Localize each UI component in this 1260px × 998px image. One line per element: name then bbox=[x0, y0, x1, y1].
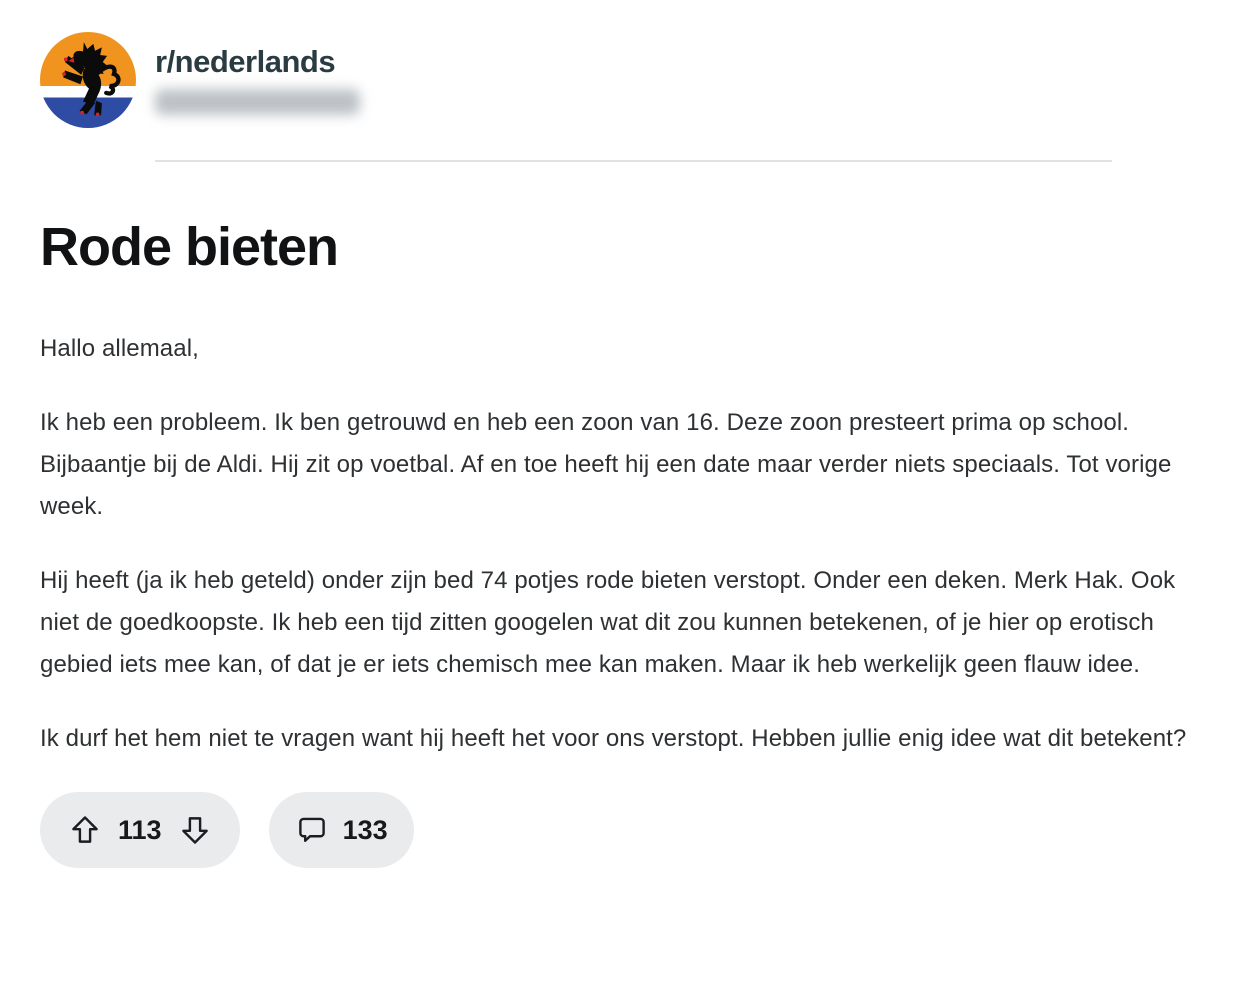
author-username-redacted[interactable] bbox=[155, 89, 360, 115]
post-actions bbox=[40, 792, 1210, 868]
subreddit-name[interactable]: r/nederlands bbox=[155, 44, 336, 79]
upvote-button[interactable] bbox=[66, 811, 104, 849]
post-paragraph: Ik durf het hem niet te vragen want hij heeft het voor ons verstopt. Hebben jullie enig idee wat dit betekent? bbox=[40, 725, 1187, 752]
upvote-icon bbox=[68, 813, 102, 847]
comment-icon bbox=[295, 813, 329, 847]
subreddit-avatar[interactable] bbox=[40, 32, 136, 128]
downvote-icon bbox=[178, 813, 212, 847]
vote-pill bbox=[40, 792, 240, 868]
post-paragraph: Ik heb een probleem. Ik ben getrouwd en heb een zoon van 16. Deze zoon presteert prima op school. Bijbaantje bij de Aldi. Hij zit op voetbal. Af en toe heeft hij een date maar verder niets speciaals. Tot vorige week. bbox=[40, 409, 1172, 520]
comment-button[interactable] bbox=[269, 792, 414, 868]
post-title: Rode bieten bbox=[40, 217, 339, 277]
header-text bbox=[155, 32, 360, 115]
lion-emblem-icon bbox=[46, 34, 132, 126]
header-divider bbox=[155, 160, 1112, 162]
post-header bbox=[40, 32, 1210, 128]
upvote-count: 113 bbox=[118, 814, 162, 845]
post-body bbox=[40, 328, 1210, 760]
post-paragraph: Hallo allemaal, bbox=[40, 335, 199, 362]
post-paragraph: Hij heeft (ja ik heb geteld) onder zijn bed 74 potjes rode bieten verstopt. Onder een deken. Merk Hak. Ook niet de goedkoopste. Ik heb een tijd zitten googelen wat dit zou kunnen betekenen, of je hier op erotisch gebied iets mee kan, of dat je er iets chemisch mee kan maken. Maar ik heb werkelijk geen flauw idee. bbox=[40, 567, 1176, 678]
downvote-button[interactable] bbox=[176, 811, 214, 849]
comment-count: 133 bbox=[342, 814, 388, 845]
